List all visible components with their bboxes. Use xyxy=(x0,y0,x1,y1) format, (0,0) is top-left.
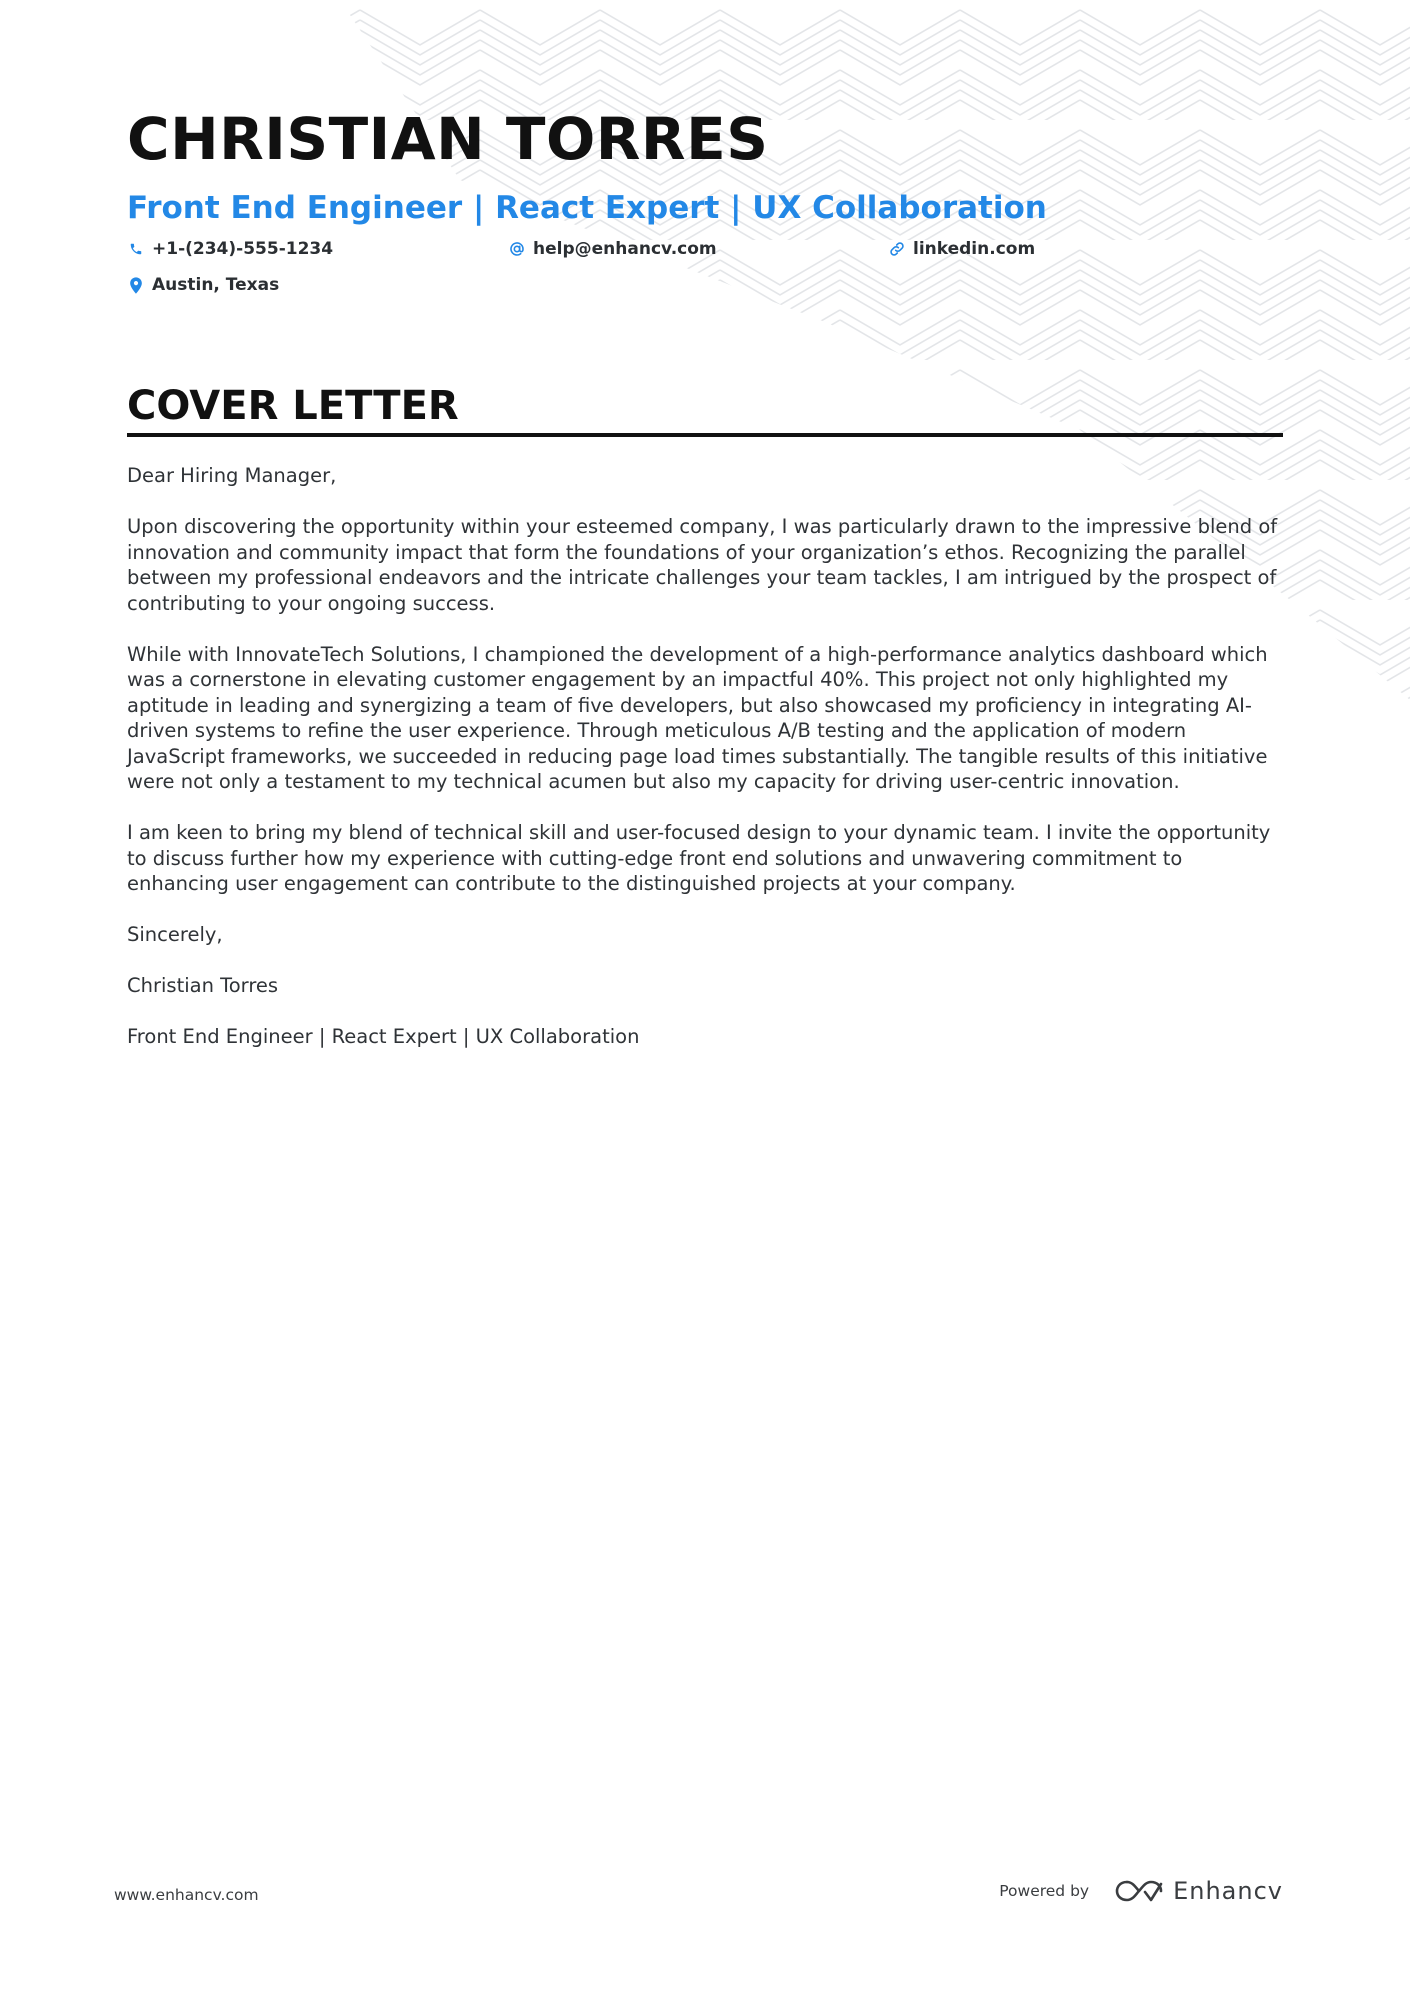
at-icon xyxy=(508,240,526,258)
contact-phone[interactable] xyxy=(127,239,333,259)
signature-title: Front End Engineer | React Expert | UX Collaboration xyxy=(127,1025,640,1048)
letter-paragraph: While with InnovateTech Solutions, I championed the development of a high-performance analytics dashboard which was a cornerstone in elevating customer engagement by an impactful 40%. This project not only highlighted my aptitude in leading and synergizing a team of five developers, but also showcased my proficiency in integrating AI-driven systems to refine the user experience. Through meticulous A/B testing and the application of modern JavaScript frameworks, we succeeded in reducing page load times substantially. The tangible results of this initiative were not only a testament to my technical acumen but also my capacity for driving user-centric innovation. xyxy=(127,642,1268,793)
powered-by-label: Powered by xyxy=(999,1882,1090,1900)
footer-url[interactable]: www.enhancv.com xyxy=(114,1886,259,1904)
email-text: help@enhancv.com xyxy=(533,239,717,259)
contact-location xyxy=(127,275,279,295)
location-text: Austin, Texas xyxy=(152,275,280,295)
letter-paragraph: I am keen to bring my blend of technical skill and user-focused design to your dynamic team. I invite the opportunity to discuss further how my experience with cutting-edge front end solutions and unwavering commitment to enhancing user engagement can contribute to the distinguished projects at your company. xyxy=(127,821,1271,895)
closing: Sincerely, xyxy=(127,923,223,946)
link-text: linkedin.com xyxy=(913,239,1036,259)
phone-text: +1-(234)-555-1234 xyxy=(152,239,334,259)
map-pin-icon xyxy=(127,276,145,294)
candidate-name: CHRISTIAN TORRES xyxy=(127,105,769,173)
footer-brand[interactable] xyxy=(999,1877,1283,1905)
enhancv-logo-icon xyxy=(1115,1878,1163,1904)
link-icon xyxy=(888,240,906,258)
contact-email[interactable] xyxy=(508,239,717,259)
salutation: Dear Hiring Manager, xyxy=(127,464,337,487)
letter-body xyxy=(127,463,1283,1075)
signature-name: Christian Torres xyxy=(127,974,279,997)
contact-link[interactable] xyxy=(888,239,1035,259)
section-title: COVER LETTER xyxy=(127,383,459,429)
candidate-title: Front End Engineer | React Expert | UX Collaboration xyxy=(127,190,1047,226)
section-divider xyxy=(127,433,1283,437)
phone-icon xyxy=(127,240,145,258)
letter-paragraph: Upon discovering the opportunity within your esteemed company, I was particularly drawn to the impressive blend of innovation and community impact that form the foundations of your organization’s ethos. Recognizing the parallel between my professional endeavors and the intricate challenges your team tackles, I am intrigued by the prospect of contributing to your ongoing success. xyxy=(127,515,1278,615)
brand-name: Enhancv xyxy=(1173,1877,1283,1905)
